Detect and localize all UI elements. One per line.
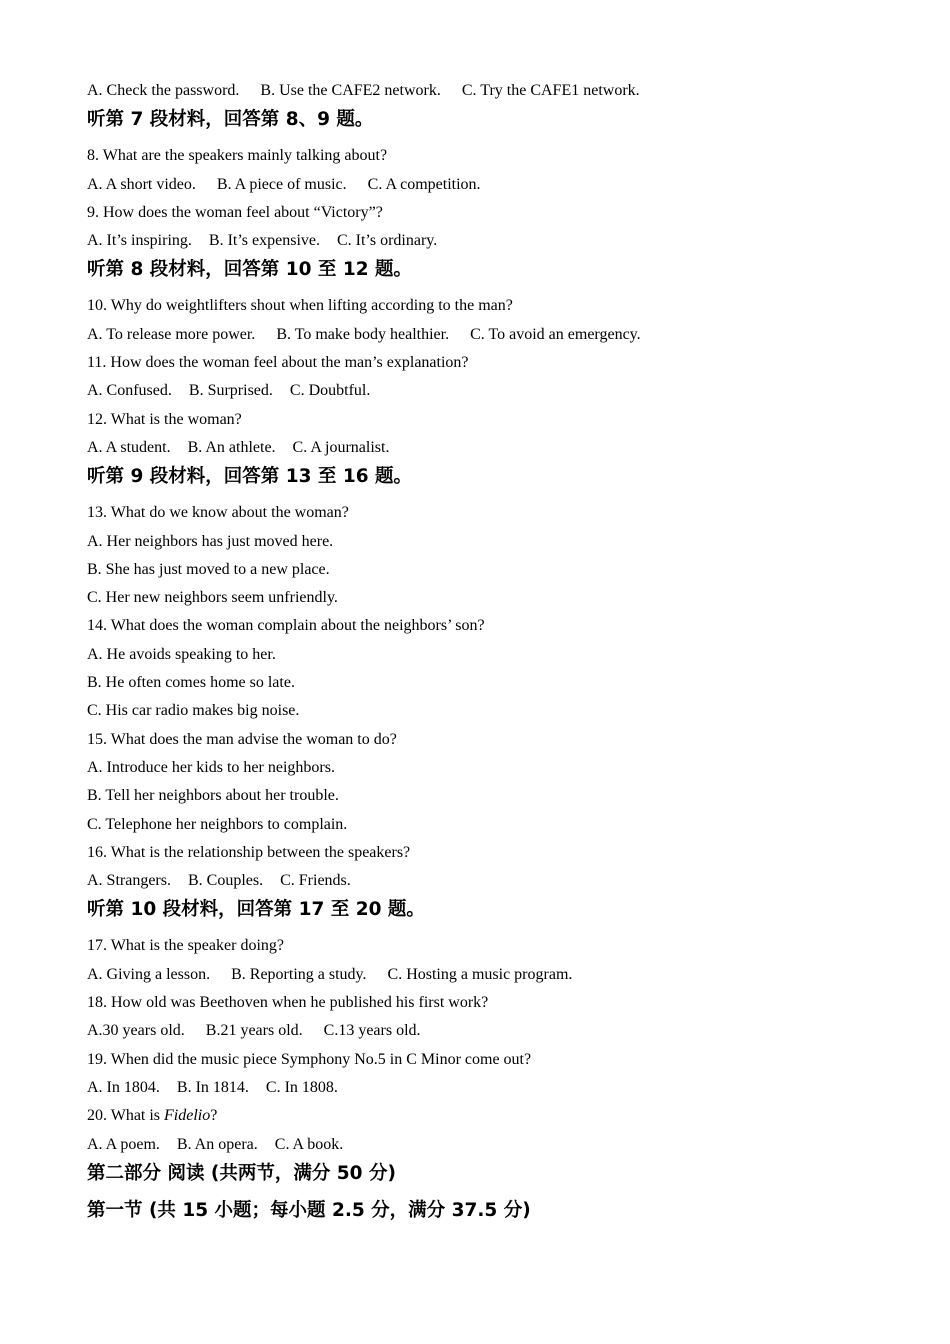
option-a: A. Giving a lesson.	[87, 965, 211, 983]
option-c: C. A competition.	[367, 175, 481, 193]
option-c: C. Doubtful.	[289, 382, 371, 400]
option-c: C.13 years old.	[323, 1022, 421, 1040]
option-a: A. A student.	[87, 438, 171, 456]
question-options	[87, 1074, 887, 1102]
option-c: C. Try the CAFE1 network.	[461, 82, 640, 99]
question-stem: 12. What is the woman?	[87, 410, 242, 428]
section-one-title: 第一节 (共 15 小题；每小题 2.5 分，满分 37.5 分)	[87, 1199, 531, 1221]
question-stem	[87, 1102, 887, 1130]
question-options	[87, 377, 887, 405]
question-options	[87, 1131, 887, 1159]
question-stem: 17. What is the speaker doing?	[87, 937, 284, 955]
question-7-options	[87, 77, 887, 105]
option-b: B. Couples.	[187, 872, 264, 890]
option-a: A.30 years old.	[87, 1022, 185, 1040]
option-b: B. It’s expensive.	[208, 232, 320, 250]
option-a: A. Confused.	[87, 382, 172, 400]
option-a: A. In 1804.	[87, 1078, 160, 1096]
question-options	[87, 171, 887, 199]
option-a: A. It’s inspiring.	[87, 232, 192, 250]
q20-title: Fidelio	[164, 1107, 211, 1125]
question-stem: 11. How does the woman feel about the man’s explanation?	[87, 354, 469, 372]
question-options	[87, 321, 887, 349]
question-stem: 16. What is the relationship between the speakers?	[87, 843, 411, 861]
option-b: B. In 1814.	[176, 1078, 249, 1096]
option-a: A. A short video.	[87, 175, 196, 193]
question-options	[87, 227, 887, 255]
option-c: C. A book.	[274, 1135, 344, 1153]
section-heading: 听第 9 段材料，回答第 13 至 16 题。	[87, 466, 413, 488]
option-a: A. He avoids speaking to her.	[87, 645, 276, 663]
question-options	[87, 867, 887, 895]
question-stem: 13. What do we know about the woman?	[87, 504, 349, 522]
option-b: B. To make body healthier.	[276, 325, 450, 343]
question-options	[87, 961, 887, 989]
question-stem: 14. What does the woman complain about the neighbors’ son?	[87, 617, 485, 635]
section-heading: 听第 7 段材料，回答第 8、9 题。	[87, 109, 374, 131]
part-two-title: 第二部分 阅读 (共两节，满分 50 分)	[87, 1162, 396, 1184]
question-options	[87, 434, 887, 462]
option-b: B.21 years old.	[205, 1022, 303, 1040]
option-c: C. Telephone her neighbors to complain.	[87, 815, 348, 833]
option-b: B. Surprised.	[188, 382, 273, 400]
exam-page	[87, 77, 887, 1233]
question-stem: 15. What does the man advise the woman to do?	[87, 730, 397, 748]
option-b: B. Tell her neighbors about her trouble.	[87, 787, 339, 805]
question-stem: 9. How does the woman feel about “Victory”?	[87, 203, 383, 221]
option-b: B. Use the CAFE2 network.	[260, 82, 441, 99]
question-stem: 10. Why do weightlifters shout when lifting according to the man?	[87, 297, 513, 315]
option-c: C. Her new neighbors seem unfriendly.	[87, 589, 338, 607]
q20-prefix: 20. What is	[87, 1107, 165, 1125]
option-c: C. His car radio makes big noise.	[87, 702, 300, 720]
question-stem: 8. What are the speakers mainly talking about?	[87, 147, 388, 165]
option-b: B. He often comes home so late.	[87, 674, 295, 692]
option-b: B. An opera.	[176, 1135, 258, 1153]
option-c: C. It’s ordinary.	[336, 232, 438, 250]
option-b: B. A piece of music.	[216, 175, 347, 193]
question-stem: 18. How old was Beethoven when he published his first work?	[87, 994, 489, 1012]
option-c: C. Friends.	[280, 872, 351, 890]
option-a: A. Strangers.	[87, 872, 171, 890]
option-a: A. To release more power.	[87, 325, 256, 343]
option-c: C. Hosting a music program.	[387, 965, 573, 983]
question-stem: 19. When did the music piece Symphony No.5 in C Minor come out?	[87, 1050, 532, 1068]
option-c: C. In 1808.	[265, 1078, 338, 1096]
option-a: A. Introduce her kids to her neighbors.	[87, 758, 335, 776]
option-b: B. Reporting a study.	[231, 965, 367, 983]
option-a: A. A poem.	[87, 1135, 160, 1153]
option-b: B. She has just moved to a new place.	[87, 560, 330, 578]
question-options	[87, 1017, 887, 1045]
section-heading: 听第 10 段材料，回答第 17 至 20 题。	[87, 899, 425, 921]
option-a: A. Check the password.	[87, 82, 240, 99]
option-a: A. Her neighbors has just moved here.	[87, 532, 334, 550]
section-heading: 听第 8 段材料，回答第 10 至 12 题。	[87, 259, 413, 281]
q20-suffix: ?	[210, 1107, 218, 1125]
option-c: C. A journalist.	[292, 438, 390, 456]
option-c: C. To avoid an emergency.	[470, 325, 641, 343]
option-b: B. An athlete.	[187, 438, 276, 456]
